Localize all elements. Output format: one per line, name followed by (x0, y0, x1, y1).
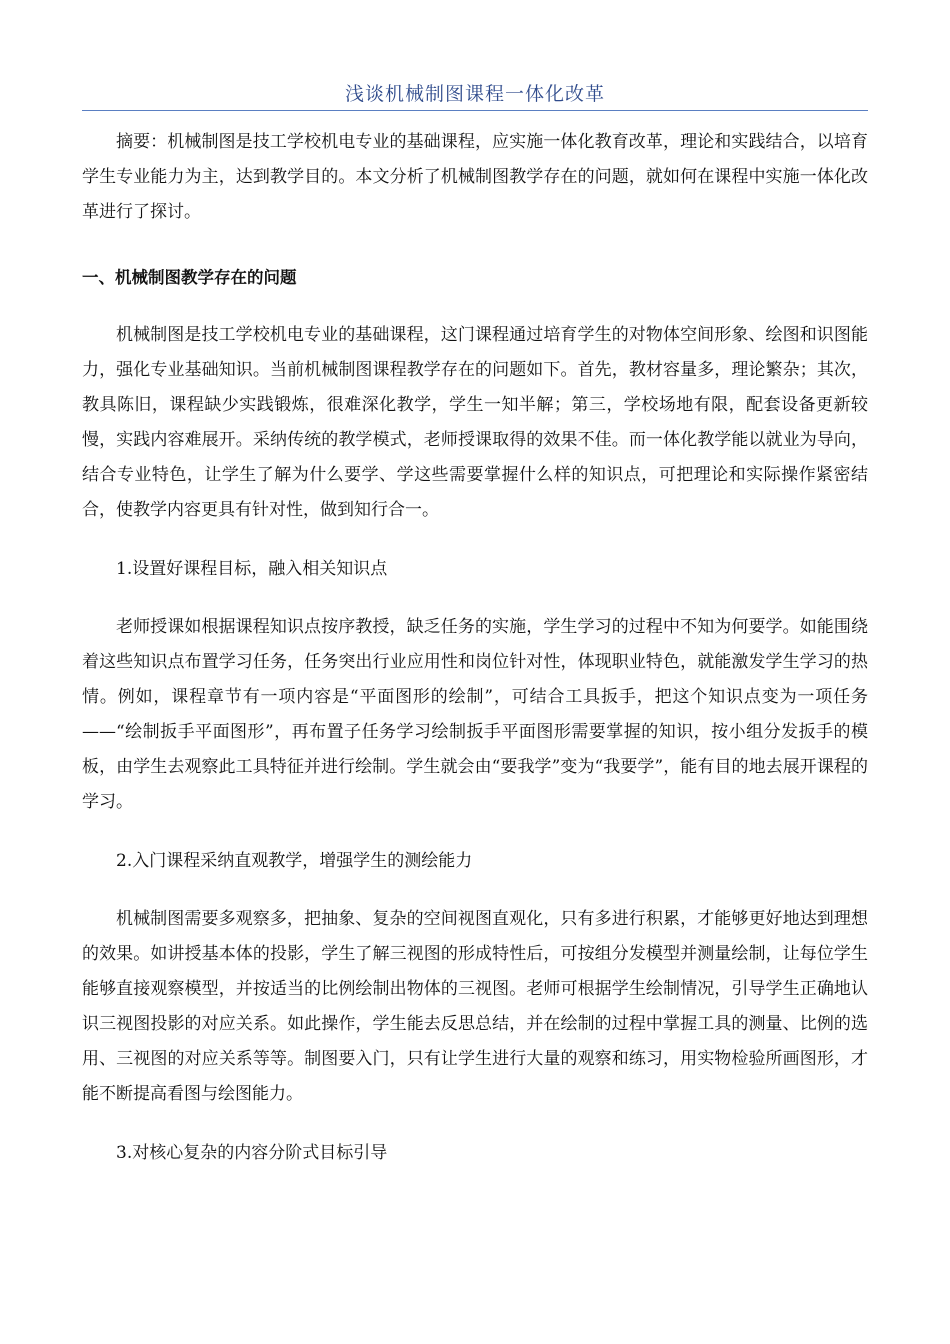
subsection-2-heading: 2.入门课程采纳直观教学，增强学生的测绘能力 (116, 851, 473, 871)
section-intro-paragraph: 机械制图是技工学校机电专业的基础课程，这门课程通过培育学生的对物体空间形象、绘图和识图能力，强化专业基础知识。当前机械制图课程教学存在的问题如下。首先，教材容量多，理论繁杂；其次，教具陈旧，课程缺少实践锻炼，很难深化教学，学生一知半解；第三，学校场地有限，配套设备更新较慢，实践内容难展开。采纳传统的教学模式，老师授课取得的效果不佳。而一体化教学能以就业为导向，结合专业特色，让学生了解为什么要学、学这些需要掌握什么样的知识点，可把理论和实际操作紧密结合，使教学内容更具有针对性，做到知行合一。 (82, 325, 868, 520)
document-page (82, 0, 868, 1171)
subsection-3-heading: 3.对核心复杂的内容分阶式目标引导 (116, 1143, 388, 1163)
subsection-2-paragraph: 机械制图需要多观察多，把抽象、复杂的空间视图直观化，只有多进行积累，才能够更好地达到理想的效果。如讲授基本体的投影，学生了解三视图的形成特性后，可按组分发模型并测量绘制，让每位学生能够直接观察模型，并按适当的比例绘制出物体的三视图。老师可根据学生绘制情况，引导学生正确地认识三视图投影的对应关系。如此操作，学生能去反思总结，并在绘制的过程中掌握工具的测量、比例的选用、三视图的对应关系等等。制图要入门，只有让学生进行大量的观察和练习，用实物检验所画图形，才能不断提高看图与绘图能力。 (82, 909, 868, 1104)
subsection-1-heading: 1.设置好课程目标，融入相关知识点 (116, 559, 388, 579)
abstract-paragraph: 摘要：机械制图是技工学校机电专业的基础课程，应实施一体化教育改革，理论和实践结合，以培育学生专业能力为主，达到教学目的。本文分析了机械制图教学存在的问题，就如何在课程中实施一体化改革进行了探讨。 (82, 132, 868, 222)
document-title: 浅谈机械制图课程一体化改革 (82, 80, 868, 111)
section-heading: 一、机械制图教学存在的问题 (82, 268, 297, 287)
subsection-1-paragraph: 老师授课如根据课程知识点按序教授，缺乏任务的实施，学生学习的过程中不知为何要学。如能围绕着这些知识点布置学习任务，任务突出行业应用性和岗位针对性，体现职业特色，就能激发学生学习的热情。例如，课程章节有一项内容是“平面图形的绘制”，可结合工具扳手，把这个知识点变为一项任务——“绘制扳手平面图形”，再布置子任务学习绘制扳手平面图形需要掌握的知识，按小组分发扳手的模板，由学生去观察此工具特征并进行绘制。学生就会由“要我学”变为“我要学”，能有目的地去展开课程的学习。 (82, 617, 868, 812)
